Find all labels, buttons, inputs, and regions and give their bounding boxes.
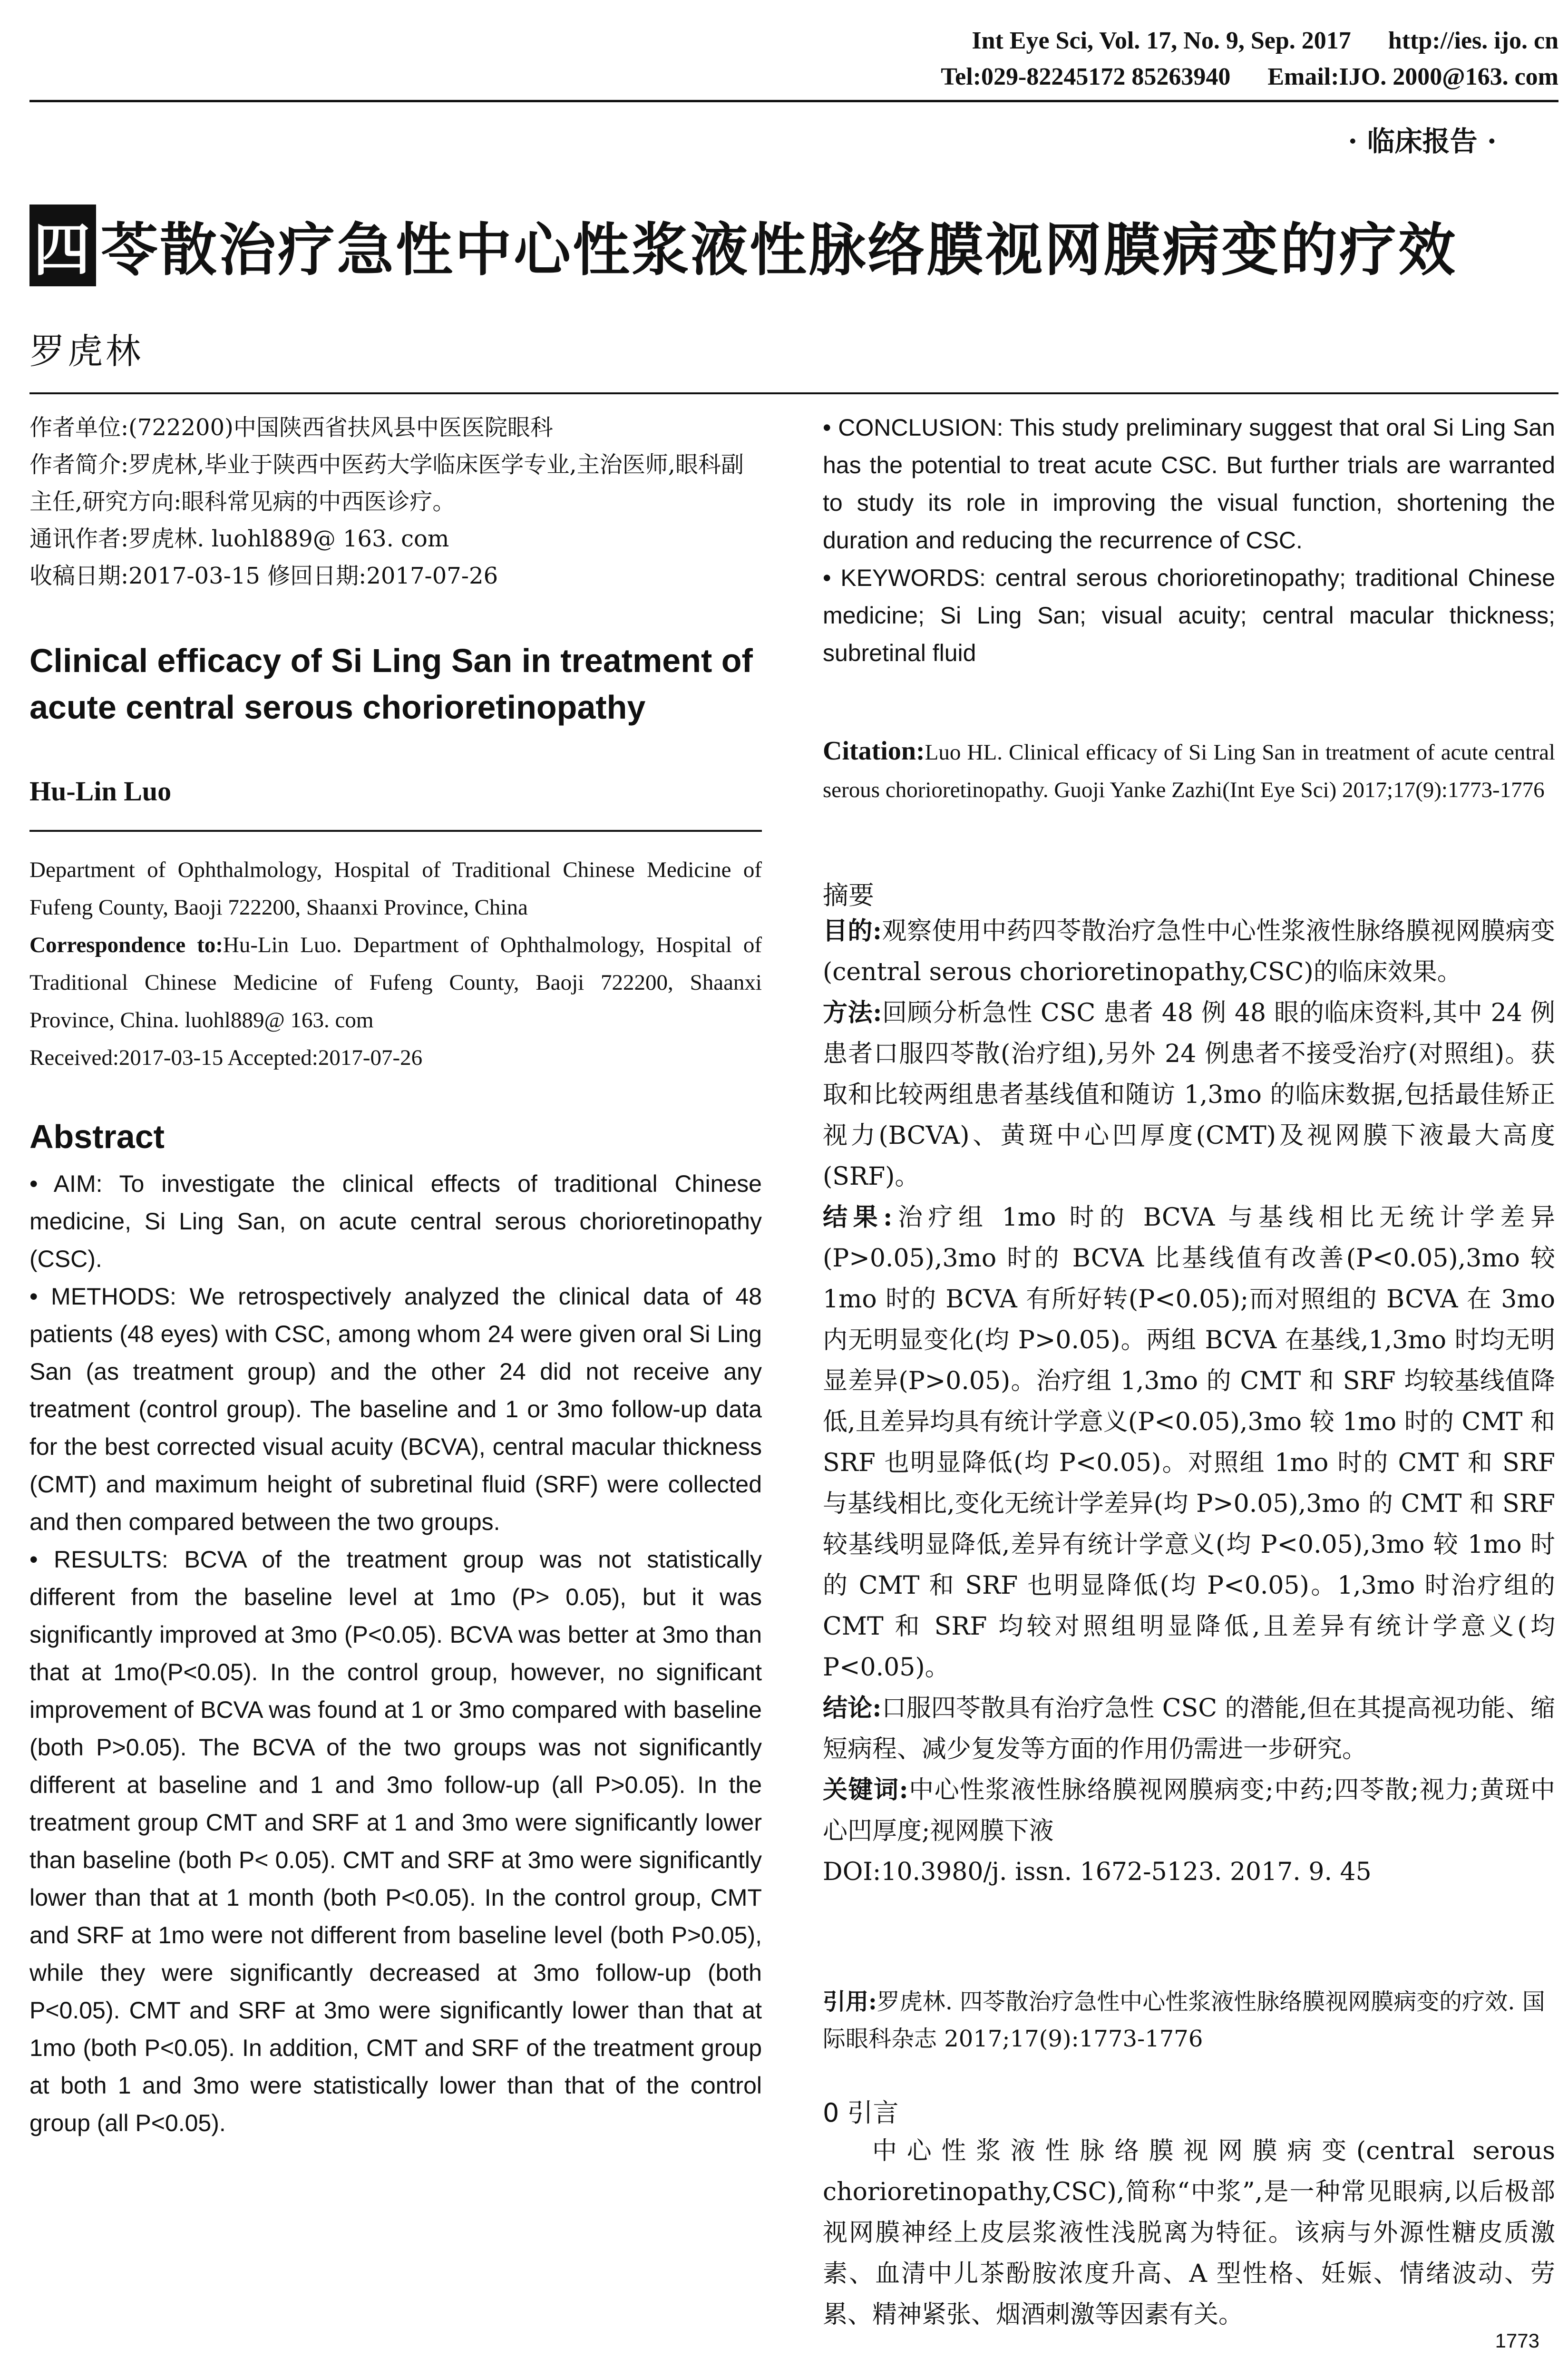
- affil-zh-dates: 收稿日期:2017-03-15 修回日期:2017-07-26: [29, 563, 498, 589]
- results-zh-text: 治疗组 1mo 时的 BCVA 与基线相比无统计学差异(P>0.05),3mo 时的 BCVA 比基线值有改善(P<0.05),3mo 较 1mo 时的 BCVA 有所好转(P<0.05);而对照组的 BCVA 在 3mo 内无明显变化(均 P>0.05)。两组 BCVA 在基线,1,3mo 时均无明显差异(P>0.05)。治疗组 1,3mo 的 CMT 和 SRF 均较基线值降低,且差异均具有统计学意义(P<0.05),3mo 较 1mo 时的 CMT 和 SRF 也明显降低(均 P<0.05)。对照组 1mo 时的 CMT 和 SRF 与基线相比,变化无统计学差异(均 P>0.05),3mo 的 CMT 和 SRF 较基线明显降低,差异有统计学意义(均 P<0.05),3mo 较 1mo 时的 CMT 和 SRF 也明显降低(均 P<0.05)。1,3mo 时治疗组的 CMT 和 SRF 均较对照组明显降低,且差异有统计学意义(均 P<0.05)。: [823, 1203, 1555, 1682]
- journal-email: Email:IJO. 2000@163. com: [1267, 63, 1558, 90]
- citation-en-text: Luo HL. Clinical efficacy of Si Ling San in treatment of acute central serous chorioretinopathy. Guoji Yanke Zazhi(Int Eye Sci) 2017;17(9):1773-1776: [823, 740, 1555, 802]
- abstract-zh-body: [823, 911, 1555, 1892]
- affil-en-dates: Received:2017-03-15 Accepted:2017-07-26: [29, 1045, 423, 1070]
- title-zh-text: 苓散治疗急性中心性浆液性脉络膜视网膜病变的疗效: [101, 216, 1457, 283]
- abstract-zh-methods: [823, 993, 1555, 1197]
- affil-en-corr: [29, 926, 762, 1039]
- intro-heading: 0 引言: [823, 2098, 899, 2128]
- keywords-zh-text: 中心性浆液性脉络膜视网膜病变;中药;四苓散;视力;黄斑中心凹厚度;视网膜下液: [823, 1776, 1555, 1845]
- corr-label: Correspondence to:: [29, 933, 223, 957]
- citation-en: [823, 732, 1555, 809]
- abstract-zh-results: [823, 1197, 1555, 1688]
- abstract-keywords: • KEYWORDS: central serous chorioretinopathy; traditional Chinese medicine; Si Ling San; visual acuity; central macular thickness; subretinal fluid: [823, 565, 1555, 666]
- abstract-zh-conclusion: [823, 1688, 1555, 1770]
- title-zh: [29, 205, 1457, 286]
- results-zh-label: 结果:: [823, 1203, 893, 1232]
- doi[interactable]: DOI:10.3980/j. issn. 1672-5123. 2017. 9. 45: [823, 1858, 1372, 1886]
- affiliation-zh: [29, 409, 762, 594]
- journal-line: Int Eye Sci, Vol. 17, No. 9, Sep. 2017: [972, 27, 1351, 54]
- citation-zh-text: 罗虎林. 四苓散治疗急性中心性浆液性脉络膜视网膜病变的疗效. 国际眼科杂志 2017;17(9):1773-1776: [823, 1988, 1545, 2052]
- aim-zh-label: 目的:: [823, 916, 882, 945]
- conclusion-zh-label: 结论:: [823, 1694, 882, 1723]
- author-divider: [29, 830, 762, 832]
- section-tag: · 临床报告 ·: [1348, 125, 1497, 157]
- journal-header: [941, 23, 1558, 95]
- intro-paragraph: 中心性浆液性脉络膜视网膜病变(central serous chorioretinopathy,CSC),简称“中浆”,是一种常见眼病,以后极部视网膜神经上皮层浆液性浅脱离为特征。该病与外源性糖皮质激素、血清中儿茶酚胺浓度升高、A 型性格、妊娠、情绪波动、劳累、精神紧张、烟酒刺激等因素有关。: [823, 2137, 1555, 2329]
- affil-zh-unit: 作者单位:(722200)中国陕西省扶风县中医医院眼科: [29, 414, 553, 441]
- author-zh: 罗虎林: [29, 331, 144, 372]
- citation-zh: [823, 1983, 1555, 2057]
- abstract-body-left: [29, 1165, 762, 2142]
- author-en: Hu-Lin Luo: [29, 776, 172, 807]
- page-number: 1773: [1495, 2329, 1539, 2352]
- citation-zh-label: 引用:: [823, 1988, 877, 2015]
- title-en: Clinical efficacy of Si Ling San in treatment of acute central serous chorioretinopathy: [29, 642, 753, 726]
- affil-zh-corr: 通讯作者:罗虎林. luohl889@ 163. com: [29, 526, 449, 552]
- citation-en-label: Citation:: [823, 736, 925, 766]
- abstract-conclusion: • CONCLUSION: This study preliminary suggest that oral Si Ling San has the potential to treat acute CSC. But further trials are warranted to study its role in improving the visual function, shortening the duration and reducing the recurrence of CSC.: [823, 414, 1555, 554]
- journal-tel: Tel:029-82245172 85263940: [941, 63, 1231, 90]
- aim-zh-text: 观察使用中药四苓散治疗急性中心性浆液性脉络膜视网膜病变(central serous chorioretinopathy,CSC)的临床效果。: [823, 917, 1555, 986]
- title-boxed-char: 四: [29, 205, 96, 286]
- conclusion-zh-text: 口服四苓散具有治疗急性 CSC 的潜能,但在其提高视功能、缩短病程、减少复发等方面的作用仍需进一步研究。: [823, 1694, 1555, 1763]
- methods-zh-text: 回顾分析急性 CSC 患者 48 例 48 眼的临床资料,其中 24 例患者口服四苓散(治疗组),另外 24 例患者不接受治疗(对照组)。获取和比较两组患者基线值和随访 1,3mo 的临床数据,包括最佳矫正视力(BCVA)、黄斑中心凹厚度(CMT)及视网膜下液最大高度(SRF)。: [823, 999, 1555, 1191]
- abstract-zh-keywords: [823, 1770, 1555, 1851]
- abstract-results: • RESULTS: BCVA of the treatment group was not statistically different from the baseline level at 1mo (P> 0.05), but it was significantly improved at 3mo (P<0.05). BCVA was better at 3mo than that at 1mo(P<0.05). In the control group, however, no significant improvement of BCVA was found at 1 or 3mo compared with baseline (both P>0.05). The BCVA of the two groups was not significantly different at baseline and 1 and 3mo follow-up (all P>0.05). In the treatment group CMT and SRF at 1 and 3mo were significantly lower than baseline (both P< 0.05). CMT and SRF at 3mo were significantly lower than that at 1 month (both P<0.05). In the control group, CMT and SRF at 1mo were not different from baseline level (both P>0.05), while they were significantly decreased at 3mo follow-up (both P<0.05). CMT and SRF at 3mo were significantly lower than that at 1mo (both P<0.05). In addition, CMT and SRF of the treatment group at both 1 and 3mo were statistically lower than that of the control group (all P<0.05).: [29, 1546, 762, 2136]
- header-divider: [29, 100, 1558, 102]
- abstract-aim: • AIM: To investigate the clinical effects of traditional Chinese medicine, Si Ling San, on acute central serous chorioretinopathy (CSC).: [29, 1170, 762, 1272]
- abstract-methods: • METHODS: We retrospectively analyzed the clinical data of 48 patients (48 eyes) with CSC, among whom 24 were given oral Si Ling San (as treatment group) and the other 24 did not receive any treatment (control group). The baseline and 1 or 3mo follow-up data for the best corrected visual acuity (BCVA), central macular thickness (CMT) and maximum height of subretinal fluid (SRF) were collected and then compared between the two groups.: [29, 1283, 762, 1535]
- affil-en-dept: Department of Ophthalmology, Hospital of Traditional Chinese Medicine of Fufeng County, Baoji 722200, Shaanxi Province, China: [29, 857, 762, 920]
- keywords-zh-label: 关键词:: [823, 1775, 908, 1804]
- corr-text: Hu-Lin Luo. Department of Ophthalmology, Hospital of Traditional Chinese Medicine of Fufeng County, Baoji 722200, Shaanxi Province, China. luohl889@ 163. com: [29, 933, 762, 1033]
- abstract-zh-heading: 摘要: [823, 880, 874, 910]
- affiliation-en: [29, 851, 762, 1077]
- abstract-heading: Abstract: [29, 1118, 165, 1155]
- abstract-zh-aim: [823, 911, 1555, 993]
- title-divider: [29, 392, 1558, 394]
- affil-zh-bio: 作者简介:罗虎林,毕业于陕西中医药大学临床医学专业,主治医师,眼科副主任,研究方向:眼科常见病的中西医诊疗。: [29, 451, 744, 515]
- abstract-body-right: [823, 409, 1555, 672]
- journal-url[interactable]: http://ies. ijo. cn: [1388, 27, 1558, 54]
- methods-zh-label: 方法:: [823, 998, 882, 1027]
